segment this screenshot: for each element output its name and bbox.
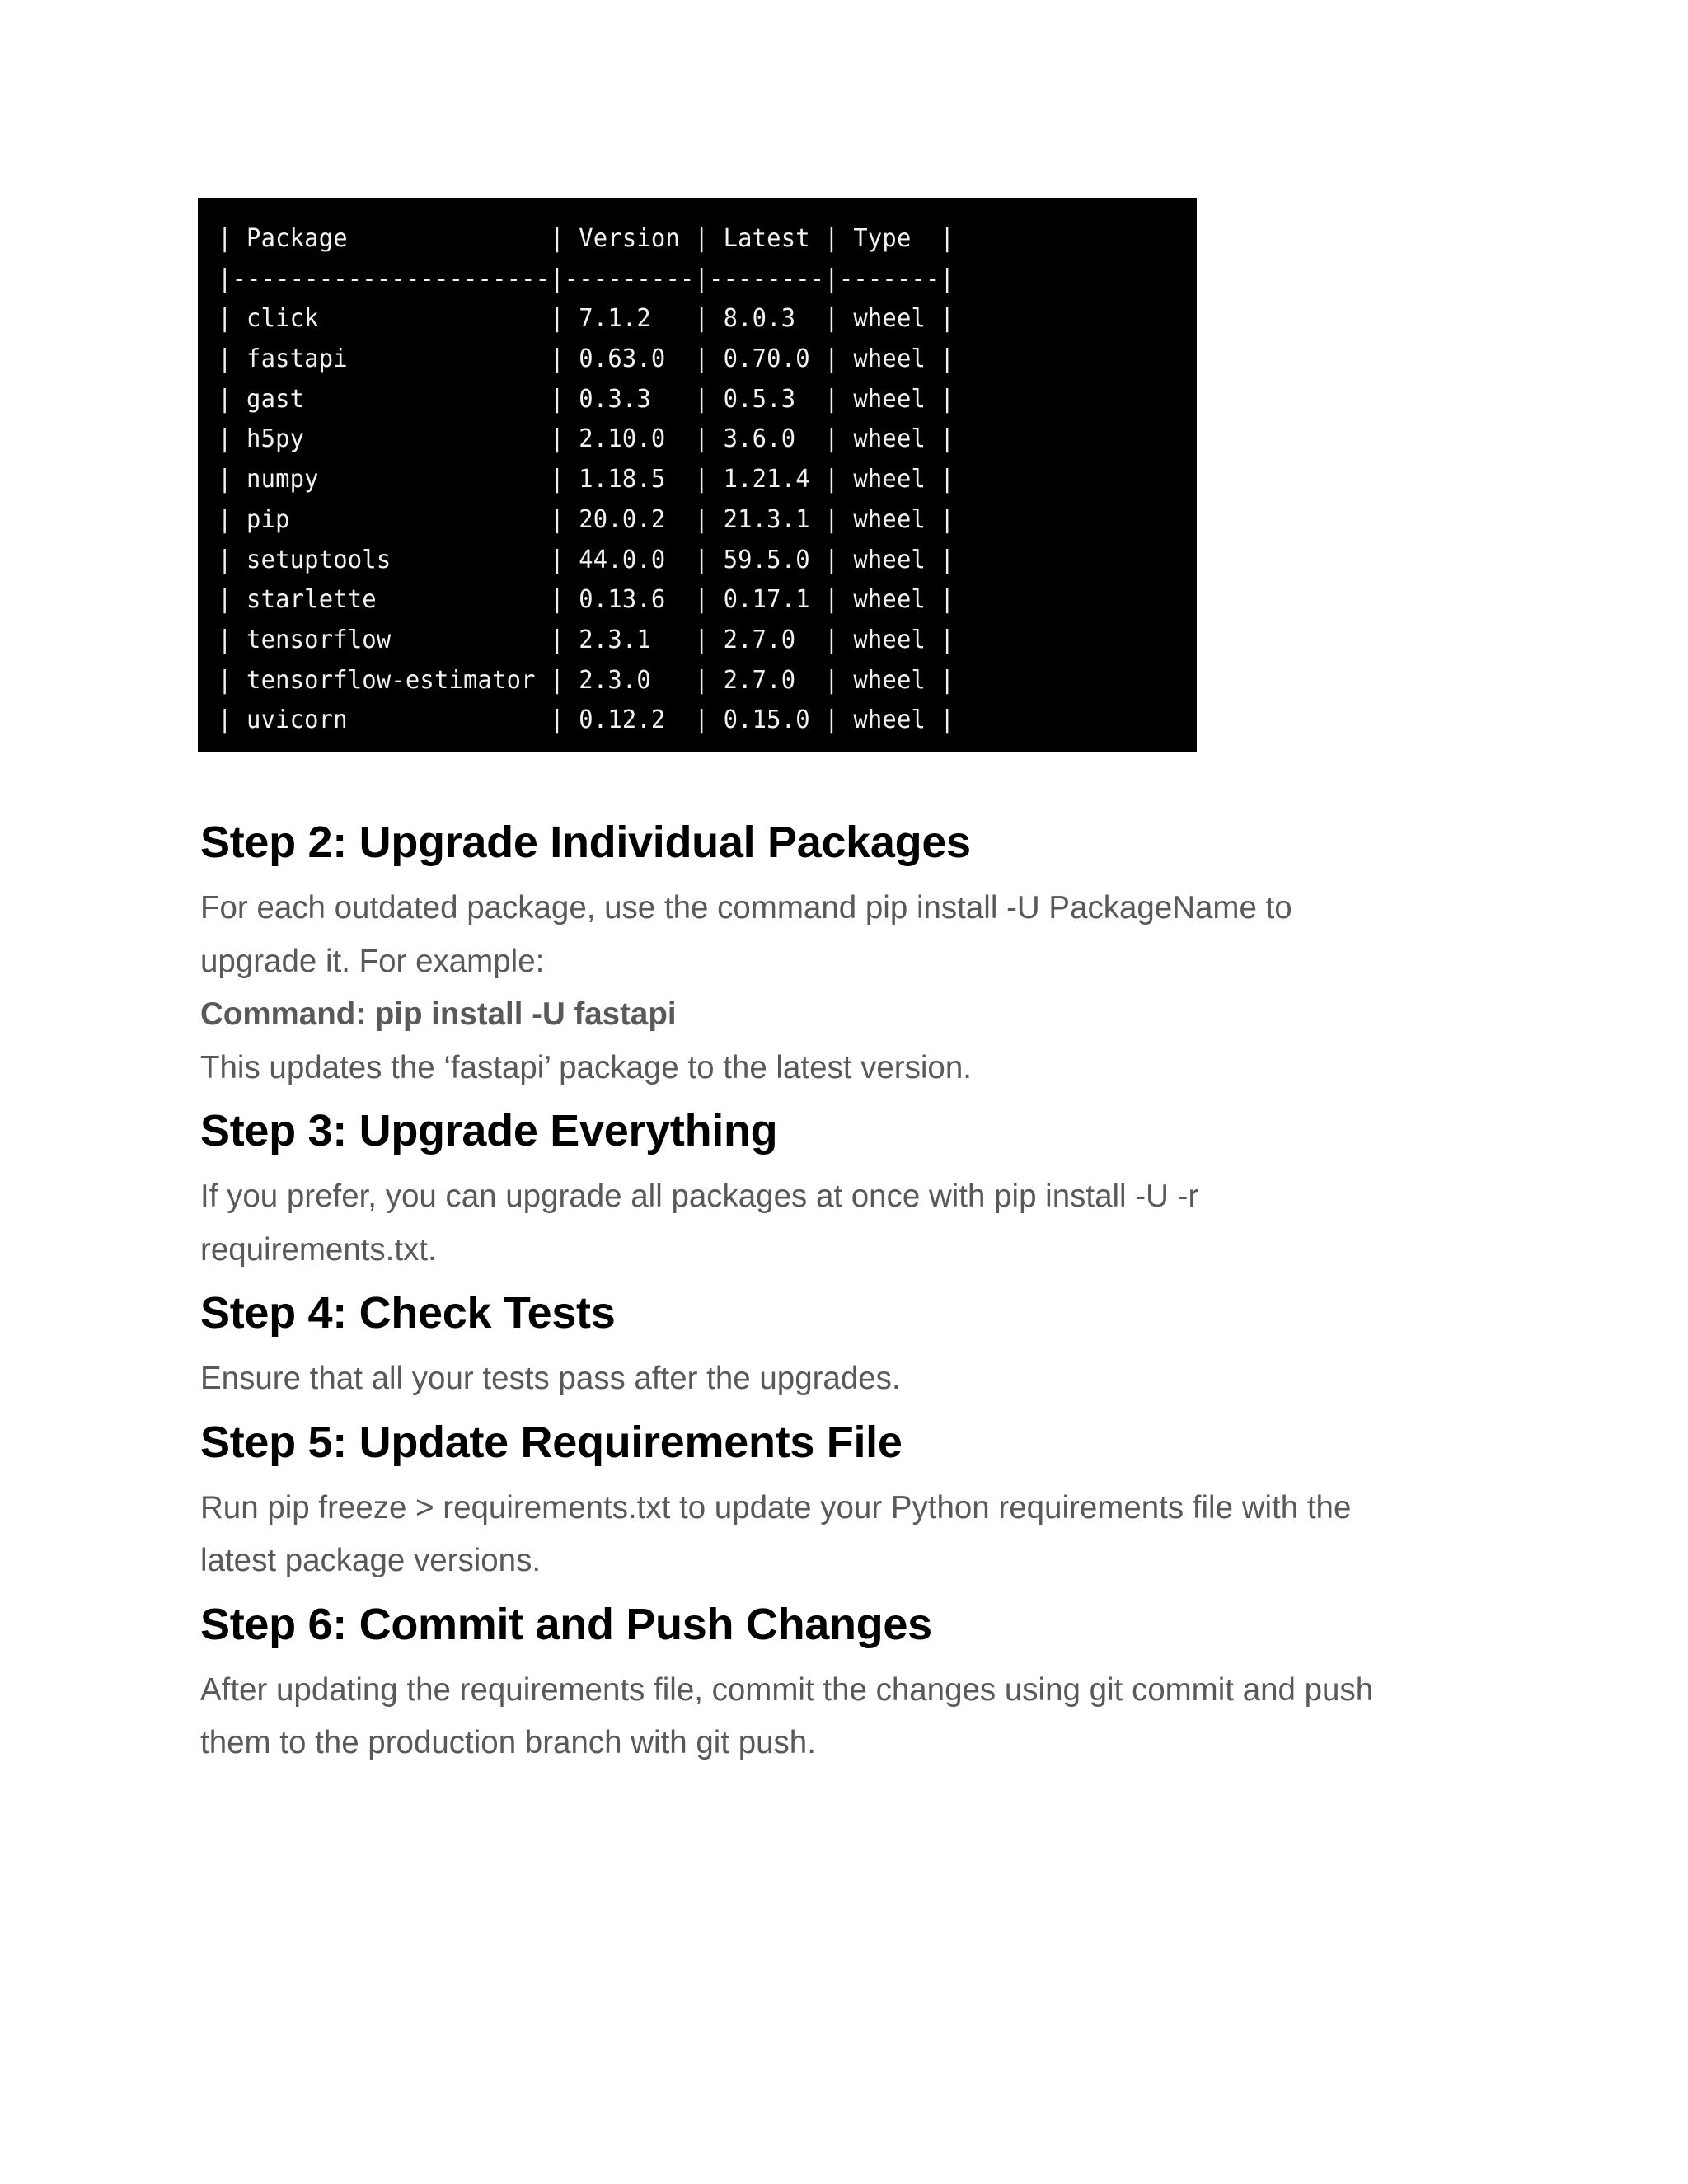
step-3-text-line: requirements.txt. [200,1231,437,1268]
step-6-text-line: After updating the requirements file, commit the changes using git commit and push [200,1671,1374,1708]
step-2-command: Command: pip install -U fastapi [200,996,677,1032]
step-2-heading: Step 2: Upgrade Individual Packages [200,818,971,867]
step-5-section [200,1416,1519,1598]
step-5-heading: Step 5: Update Requirements File [200,1417,903,1467]
step-2-text-line: For each outdated package, use the command pip install -U PackageName to [200,890,1292,926]
table-row: | uvicorn | 0.12.2 | 0.15.0 | wheel | [218,705,955,735]
table-row: | h5py | 2.10.0 | 3.6.0 | wheel | [218,424,955,454]
step-3-text-line: If you prefer, you can upgrade all packages at once with pip install -U -r [200,1179,1199,1214]
step-2-text-line: upgrade it. For example: [200,943,545,979]
table-row: | starlette | 0.13.6 | 0.17.1 | wheel | [218,585,955,615]
step-4-text-line: Ensure that all your tests pass after the upgrades. [200,1361,901,1396]
step-3-heading: Step 3: Upgrade Everything [200,1106,778,1155]
table-row: | pip | 20.0.2 | 21.3.1 | wheel | [218,504,955,534]
table-row: | tensorflow-estimator | 2.3.0 | 2.7.0 | wheel | [218,665,955,695]
step-6-section [200,1598,1519,1770]
step-6-text-line: them to the production branch with git push. [200,1725,816,1760]
step-3-section [200,1104,1519,1286]
table-row: | setuptools | 44.0.0 | 59.5.0 | wheel | [218,545,955,574]
step-2-section [200,816,1519,1104]
step-5-text-line: Run pip freeze > requirements.txt to update your Python requirements file with the [200,1489,1352,1526]
table-row: | fastapi | 0.63.0 | 0.70.0 | wheel | [218,344,955,374]
table-row: | gast | 0.3.3 | 0.5.3 | wheel | [218,384,955,414]
step-4-section [200,1286,1519,1416]
step-2-text-line: This updates the ‘fastapi’ package to the latest version. [200,1049,972,1085]
table-header: | Package | Version | Latest | Type | [218,224,955,253]
table-row: | tensorflow | 2.3.1 | 2.7.0 | wheel | [218,625,955,654]
document-body [200,816,1519,1770]
step-6-heading: Step 6: Commit and Push Changes [200,1599,932,1649]
terminal-screenshot [198,198,1197,752]
table-separator: |----------------------|---------|--------|-------| [218,264,955,293]
step-5-text-line: latest package versions. [200,1543,542,1578]
table-row: | click | 7.1.2 | 8.0.3 | wheel | [218,304,955,334]
table-row: | numpy | 1.18.5 | 1.21.4 | wheel | [218,465,955,494]
step-4-heading: Step 4: Check Tests [200,1288,616,1338]
